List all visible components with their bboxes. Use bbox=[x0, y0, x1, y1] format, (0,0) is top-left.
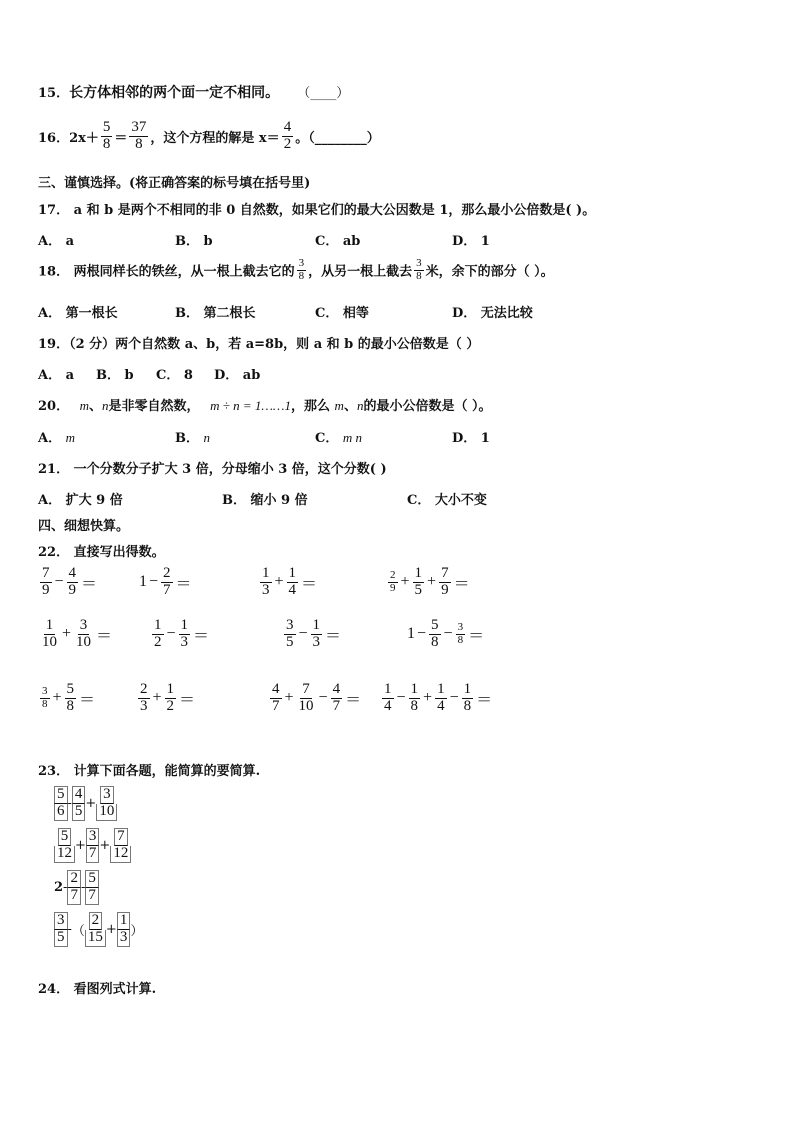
q16-equals: ＝ bbox=[114, 130, 128, 146]
section-4-heading: 四、细想快算。 bbox=[38, 519, 130, 534]
question-23: 23． 计算下面各题，能简算的要简算. bbox=[38, 764, 261, 779]
q17-option-c: C． ab bbox=[315, 234, 361, 249]
q20-var-m-2: m bbox=[334, 398, 344, 413]
question-22: 22． 直接写出得数。 bbox=[38, 545, 165, 560]
q20-var-m: m bbox=[79, 398, 90, 413]
q20-expression: m ÷ n = 1……1 bbox=[210, 398, 291, 413]
q18-fraction-1: $\frac{3}{8}$ bbox=[298, 257, 305, 282]
q20-var-n-2: n bbox=[356, 398, 364, 413]
q16-fraction-2: $\frac{37}{8}$ bbox=[131, 119, 147, 152]
q18-mid: ，从另一根上截去 bbox=[308, 264, 413, 280]
q22-r1-c3: $\frac{1}{3}$ + $\frac{1}{4}$ ＝ bbox=[262, 565, 318, 598]
question-17: 17． a 和 b 是两个不相同的非 0 自然数，如果它们的最大公因数是 1，那么最小公倍数是( )。 bbox=[38, 203, 596, 218]
q18-pre: 18． 两根同样长的铁丝，从一根上截去它的 bbox=[38, 264, 295, 280]
q22-r2-c1: $\frac{1}{10}$ + $\frac{3}{10}$ ＝ bbox=[42, 617, 113, 650]
q17-option-d: D． 1 bbox=[452, 234, 490, 249]
q18-option-a: A． 第一根长 bbox=[38, 306, 118, 321]
q18-option-c: C． 相等 bbox=[315, 306, 369, 321]
question-24: 24． 看图列式计算. bbox=[38, 982, 157, 997]
q20-text-2: ，那么 bbox=[291, 399, 331, 414]
q16-number: 16． bbox=[38, 130, 70, 146]
q20-option-d: D． 1 bbox=[452, 431, 490, 446]
q19-option-a: A． a bbox=[38, 368, 75, 383]
q19-option-b: B． b bbox=[96, 368, 134, 383]
q22-r2-c3: $\frac{3}{5}$ − $\frac{1}{3}$ ＝ bbox=[286, 617, 342, 650]
q18-fraction-2: $\frac{3}{8}$ bbox=[416, 257, 422, 282]
question-18 bbox=[38, 258, 554, 282]
q20-option-c: C． m n bbox=[315, 430, 363, 446]
q21-option-c: C． 大小不变 bbox=[407, 493, 487, 508]
q20-var-n: n bbox=[102, 398, 109, 413]
q22-r3-c1: $\frac{3}{8}$ + $\frac{5}{8}$ ＝ bbox=[42, 681, 96, 714]
q16-fraction-1: $\frac{5}{8}$ bbox=[102, 119, 111, 152]
question-19: 19．（2 分）两个自然数 a、b，若 a=8b，则 a 和 b 的最小公倍数是（ ） bbox=[38, 337, 480, 352]
q16-mid: ，这个方程的解是 x＝ bbox=[150, 130, 280, 146]
q16-fraction-3: $\frac{4}{2}$ bbox=[283, 119, 292, 152]
q16-pre: 2x＋ bbox=[69, 130, 99, 146]
q22-r3-c4: $\frac{1}{4}$ − $\frac{1}{8}$ + $\frac{1}{4}$ − $\frac{1}{8}$ ＝ bbox=[384, 681, 493, 714]
q15-text: 长方体相邻的两个面一定不相同。 bbox=[69, 85, 280, 101]
q22-r1-c4: $\frac{2}{9}$ + $\frac{1}{5}$ + $\frac{7}{9}$ ＝ bbox=[390, 565, 470, 598]
q21-option-b: B． 缩小 9 倍 bbox=[222, 493, 308, 508]
q18-option-b: B． 第二根长 bbox=[175, 306, 256, 321]
q18-post: 米，余下的部分（ ）。 bbox=[425, 264, 554, 280]
q17-option-a: A． a bbox=[38, 234, 75, 249]
q23-expr-2: $\frac{5}{12}$ + $\frac{3}{7}$ + $\frac{7}{12}$ bbox=[54, 828, 131, 863]
question-16 bbox=[38, 120, 380, 153]
q20-option-b: B． n bbox=[175, 430, 211, 446]
q20-number: 20． bbox=[38, 399, 70, 414]
q20-text-1: 是非零自然数， bbox=[108, 399, 200, 414]
q18-option-d: D． 无法比较 bbox=[452, 306, 533, 321]
q22-r3-c3: $\frac{4}{7}$ + $\frac{7}{10}$ − $\frac{4}{7}$ ＝ bbox=[272, 681, 362, 714]
q15-number: 15． bbox=[38, 86, 70, 101]
q19-option-c: C． 8 bbox=[156, 368, 193, 383]
q16-post: 。（________） bbox=[295, 130, 380, 146]
question-21: 21． 一个分数分子扩大 3 倍，分母缩小 3 倍，这个分数( ) bbox=[38, 462, 387, 477]
q23-expr-1: $\frac{5}{6}$ - $\frac{4}{5}$ + $\frac{3}{10}$ bbox=[54, 786, 117, 821]
q21-option-a: A． 扩大 9 倍 bbox=[38, 493, 123, 508]
q19-option-d: D． ab bbox=[214, 368, 261, 383]
q17-option-b: B． b bbox=[175, 234, 213, 249]
question-20 bbox=[38, 395, 491, 414]
q22-r2-c2: $\frac{1}{2}$ − $\frac{1}{3}$ ＝ bbox=[154, 617, 210, 650]
section-3-heading: 三、谨慎选择。(将正确答案的标号填在括号里) bbox=[38, 176, 311, 191]
q23-expr-4: $\frac{3}{5}$ -（ $\frac{2}{15}$ + $\frac{1}{3}$ ） bbox=[54, 912, 143, 947]
q20-sep-2: 、 bbox=[343, 399, 357, 414]
q22-r3-c2: $\frac{2}{3}$ + $\frac{1}{2}$ ＝ bbox=[140, 681, 196, 714]
q20-option-a: A． m bbox=[38, 430, 76, 446]
q15-paren: （____） bbox=[297, 86, 350, 101]
q20-text-3: 的最小公倍数是（ ）。 bbox=[363, 399, 492, 414]
q23-expr-3: 2- $\frac{2}{7}$ - $\frac{5}{7}$ bbox=[54, 870, 99, 905]
question-15 bbox=[38, 82, 349, 102]
q22-r2-c4: 1 − $\frac{5}{8}$ − $\frac{3}{8}$ ＝ bbox=[407, 617, 485, 650]
q20-sep: 、 bbox=[89, 399, 103, 414]
q22-r1-c2: 1 − $\frac{2}{7}$ ＝ bbox=[139, 565, 192, 598]
q22-r1-c1: $\frac{7}{9}$ − $\frac{4}{9}$ ＝ bbox=[42, 565, 98, 598]
